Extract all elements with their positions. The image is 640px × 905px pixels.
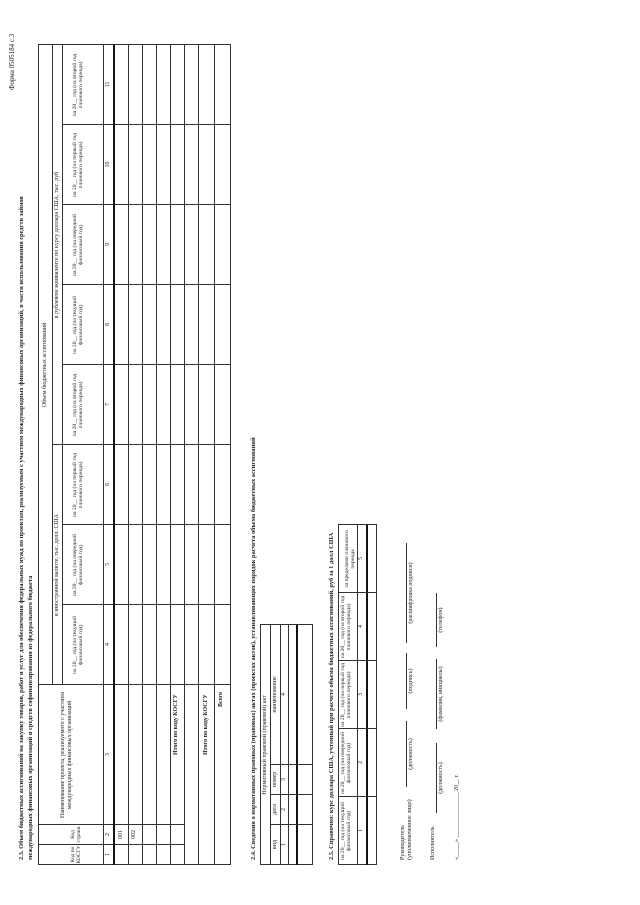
table-2-3-top-border — [38, 45, 39, 865]
header-name: наименование — [272, 676, 278, 713]
header-rate-plan2: на 20__ год (на второй год планового периода) — [340, 595, 353, 659]
header-rubles: в рублевом эквиваленте по курсу доллара США, тыс. руб — [54, 171, 60, 319]
head-signature-caption: (подпись) — [408, 668, 414, 694]
header-type: вид — [272, 839, 278, 850]
col-number: 3 — [105, 753, 111, 756]
head-signature-line — [406, 653, 407, 709]
col-sep — [62, 204, 230, 205]
header-rate-current: на 20__ год (на текущий финансовый год) — [340, 802, 353, 860]
grand-total-label: Всего — [218, 692, 224, 707]
table-2-4-bottom-border — [312, 624, 313, 865]
col-number: 1 — [281, 843, 287, 846]
row-code: 002 — [131, 830, 137, 839]
header-volume: Объем бюджетных ассигнований — [42, 322, 48, 408]
col-number: 10 — [105, 161, 111, 168]
head-decode-caption: (расшифровка подписи) — [408, 562, 414, 624]
col-number: 3 — [358, 693, 364, 696]
col-sep — [52, 444, 230, 445]
header-year-plan1-fx: на 20__ год (на первый год планового периода) — [72, 453, 85, 517]
col-number: 2 — [358, 761, 364, 764]
header-rate-next: на 20__ год (на очередной финансовый год) — [340, 731, 353, 795]
executor-position-line — [436, 743, 437, 813]
col-sep — [62, 124, 230, 125]
row-sep — [128, 45, 129, 865]
col-sep — [62, 284, 230, 285]
row-sep-thick — [366, 525, 368, 865]
col-number: 4 — [105, 643, 111, 646]
col-number: 4 — [358, 625, 364, 628]
form-id: Форма 0505184 с.3 — [8, 33, 16, 90]
row-sep — [62, 45, 63, 685]
col-number: 8 — [105, 323, 111, 326]
col-sep — [62, 524, 230, 525]
col-sep — [338, 660, 376, 661]
header-kosgu: Код по КОСГУ — [70, 845, 83, 864]
row-sep — [103, 45, 104, 865]
col-sep — [62, 604, 230, 605]
row-sep — [170, 45, 171, 865]
col-sep — [338, 728, 376, 729]
col-sep — [338, 796, 376, 797]
header-year-current-rub: на 20__ год (на текущий финансовый год) — [72, 296, 85, 354]
row-sep — [270, 625, 271, 865]
col-number: 11 — [105, 81, 111, 88]
table-2-5-top-border — [338, 525, 339, 865]
header-date: дата — [272, 804, 278, 815]
head-position-caption: (должность) — [408, 738, 414, 770]
signature-date: «_____» _______________ 20__ г. — [454, 774, 460, 860]
row-sep-thick — [296, 625, 298, 865]
header-year-plan2-fx: на 20__ год (на второй год планового периода) — [72, 373, 85, 437]
col-number: 5 — [105, 563, 111, 566]
head-sublabel: (уполномоченное лицо) — [407, 799, 413, 860]
section-2-4-title: 2.4. Сведения о нормативных правовых (правовых) актах (проектах актов), устанавливающих порядок расчета объема бюджетных ассигнований — [250, 437, 257, 860]
row-code: 001 — [118, 830, 124, 839]
header-year-next-fx: на 20__ год (на очередной финансовый год) — [72, 533, 85, 597]
table-2-3-right-border — [38, 44, 230, 45]
header-act: Нормативный правовой (правовой) акт — [262, 695, 268, 795]
table-2-4-top-border — [260, 625, 261, 865]
table-2-5-bottom-border — [376, 524, 377, 865]
executor-position-caption: (должность) — [438, 762, 444, 794]
executor-phone-caption: (телефон) — [438, 607, 444, 633]
executor-fio-line — [436, 659, 437, 729]
row-sep — [156, 45, 157, 865]
row-sep-thick — [113, 45, 115, 865]
row-sep — [184, 45, 185, 865]
header-year-next-rub: на 20__ год (на очередной финансовый год) — [72, 213, 85, 277]
section-2-3-title-line1: 2.3. Объем бюджетных ассигнований на закупку товаров, работ и услуг для обеспечения федеральных нужд по проектам, реализуемым с участием международных финансовых организаций, в части использования средств займов — [18, 196, 25, 860]
header-year-plan2-rub: на 20__ год (на второй год планового периода) — [72, 53, 85, 117]
col-sep — [38, 684, 230, 685]
col-number: 5 — [358, 557, 364, 560]
head-label: Руководитель — [400, 825, 406, 860]
header-number: номер — [272, 771, 278, 788]
header-year-plan1-rub: на 20__ год (на первый год планового периода) — [72, 133, 85, 197]
section-2-3-title-line2: международных финансовых организаций и средств софинансирования из федерального бюджета — [27, 575, 34, 860]
header-row-code: Код строки — [70, 826, 83, 843]
grand-total-kosgu-label: Итого по коду КОСГУ — [203, 694, 209, 755]
row-sep — [198, 45, 199, 865]
executor-label: Исполнитель — [430, 826, 436, 860]
header-foreign-currency: в иностранной валюте, тыс. долл. США — [54, 514, 60, 616]
row-sep — [142, 45, 143, 865]
row-sep — [288, 625, 289, 865]
col-number: 4 — [281, 693, 287, 696]
section-2-5-title: 2.5. Справочно: курс доллара США, учтенный при расчете объема бюджетных ассигнований, руб за 1 долл США — [328, 532, 335, 860]
header-year-current-fx: на 20__ год (на текущий финансовый год) — [72, 616, 85, 674]
table-2-3-bottom-border — [230, 44, 231, 865]
col-number: 7 — [105, 403, 111, 406]
col-sep — [62, 364, 230, 365]
col-number: 1 — [105, 853, 111, 856]
table-2-3-left-border — [38, 864, 230, 865]
header-rate-plan1: на 20__ год (на первый год планового периода) — [340, 663, 353, 727]
col-number: 6 — [105, 483, 111, 486]
head-decode-line — [406, 543, 407, 643]
head-position-line — [406, 721, 407, 787]
total-kosgu-label: Итого по коду КОСГУ — [173, 694, 179, 755]
header-rate-beyond: за пределами планового периода — [344, 530, 357, 588]
executor-fio-caption: (фамилия, инициалы) — [438, 666, 444, 722]
col-number: 2 — [281, 808, 287, 811]
executor-phone-line — [436, 593, 437, 647]
row-sep — [52, 45, 53, 685]
header-project-name: Наименование проекта, реализуемого с участием международных финансовых организаций — [60, 692, 73, 818]
col-number: 3 — [281, 778, 287, 781]
col-sep — [338, 592, 376, 593]
col-number: 2 — [105, 833, 111, 836]
col-number: 1 — [358, 829, 364, 832]
row-sep — [214, 45, 215, 865]
col-number: 9 — [105, 243, 111, 246]
